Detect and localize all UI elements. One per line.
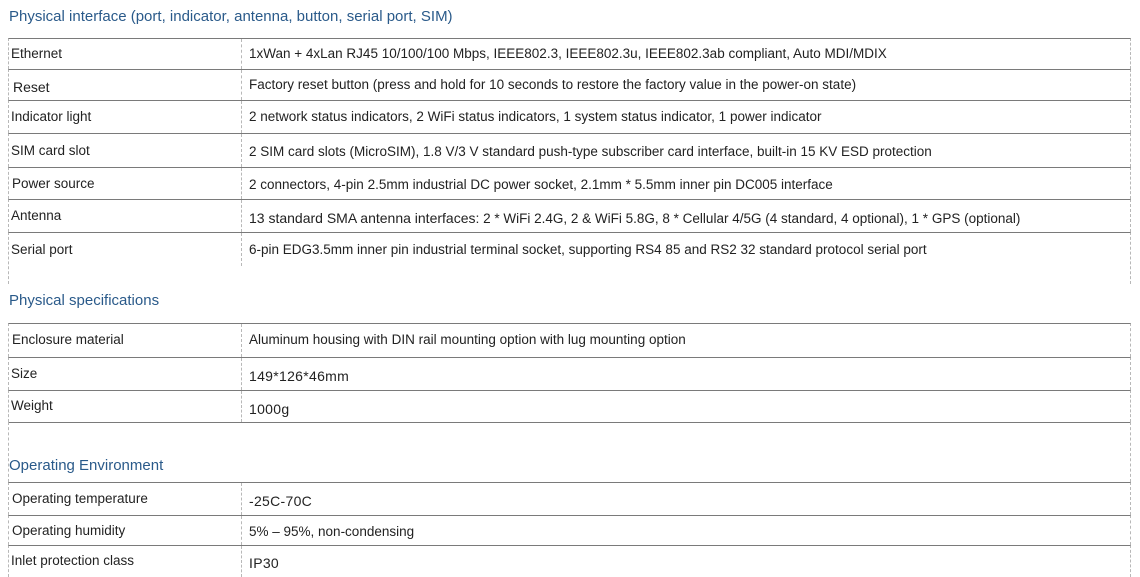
section-title-physical-interface: Physical interface (port, indicator, antenna, button, serial port, SIM) bbox=[9, 8, 453, 25]
spec-row-operating-temperature bbox=[8, 482, 1131, 515]
spec-label: Operating humidity bbox=[12, 523, 126, 538]
spec-label: Operating temperature bbox=[12, 491, 148, 506]
spec-value: 149*126*46mm bbox=[249, 368, 350, 384]
spec-label: SIM card slot bbox=[11, 143, 90, 158]
spec-value-lead: 13 standard SMA antenna interfaces: bbox=[249, 210, 480, 226]
column-divider bbox=[241, 134, 242, 167]
spec-row-inlet-protection-class bbox=[8, 545, 1131, 577]
spec-label: Serial port bbox=[11, 242, 73, 257]
spec-row-antenna bbox=[8, 199, 1131, 232]
column-divider bbox=[241, 483, 242, 515]
spec-row-power-source bbox=[8, 167, 1131, 199]
column-divider bbox=[241, 391, 242, 422]
spec-label: Weight bbox=[11, 398, 53, 413]
spec-row-serial-port bbox=[8, 232, 1131, 284]
spec-value: -25C-70C bbox=[249, 493, 313, 509]
spec-value: 2 connectors, 4-pin 2.5mm industrial DC power socket, 2.1mm * 5.5mm inner pin DC005 interface bbox=[249, 177, 833, 192]
spec-value: Aluminum housing with DIN rail mounting option with lug mounting option bbox=[249, 332, 686, 347]
spec-label: Antenna bbox=[11, 208, 62, 223]
table-edge bbox=[1130, 422, 1131, 482]
spec-value: 2 network status indicators, 2 WiFi status indicators, 1 system status indicator, 1 power indicator bbox=[249, 109, 822, 124]
spec-row-weight bbox=[8, 390, 1131, 422]
spec-value: 2 SIM card slots (MicroSIM), 1.8 V/3 V standard push-type subscriber card interface, built-in 15 KV ESD protection bbox=[249, 144, 932, 159]
spec-row-size bbox=[8, 357, 1131, 390]
table-divider bbox=[8, 422, 1131, 423]
spec-value-group bbox=[249, 210, 1020, 226]
spec-label: Inlet protection class bbox=[11, 553, 135, 568]
column-divider bbox=[241, 546, 242, 577]
spec-value: 5% – 95%, non-condensing bbox=[249, 524, 415, 539]
section-title-operating-environment: Operating Environment bbox=[9, 457, 164, 474]
spec-value: 6-pin EDG3.5mm inner pin industrial terminal socket, supporting RS4 85 and RS2 32 standard protocol serial port bbox=[249, 242, 927, 257]
column-divider bbox=[241, 233, 242, 266]
spec-value: 2 * WiFi 2.4G, 2 & WiFi 5.8G, 8 * Cellular 4/5G (4 standard, 4 optional), 1 * GPS (optional) bbox=[479, 211, 1021, 226]
spec-row-operating-humidity bbox=[8, 515, 1131, 545]
spec-row-reset bbox=[8, 69, 1131, 100]
column-divider bbox=[241, 516, 242, 545]
spec-row-ethernet bbox=[8, 38, 1131, 69]
column-divider bbox=[241, 101, 242, 133]
spec-value: Factory reset button (press and hold for 10 seconds to restore the factory value in the power-on state) bbox=[249, 77, 857, 92]
spec-row-sim-card-slot bbox=[8, 133, 1131, 167]
spec-label: Enclosure material bbox=[12, 332, 124, 347]
spec-label: Power source bbox=[12, 176, 95, 191]
column-divider bbox=[241, 70, 242, 100]
spec-row-enclosure-material bbox=[8, 323, 1131, 357]
spec-row-indicator-light bbox=[8, 100, 1131, 133]
spec-label: Reset bbox=[13, 79, 50, 95]
column-divider bbox=[241, 168, 242, 199]
section-title-physical-specifications: Physical specifications bbox=[9, 292, 160, 309]
column-divider bbox=[241, 358, 242, 390]
spec-value: IP30 bbox=[249, 555, 279, 571]
spec-label: Size bbox=[11, 366, 38, 381]
column-divider bbox=[241, 200, 242, 232]
spec-value: 1xWan + 4xLan RJ45 10/100/100 Mbps, IEEE802.3, IEEE802.3u, IEEE802.3ab compliant, Auto MDI/MDIX bbox=[249, 46, 887, 61]
spec-value: 1000g bbox=[249, 401, 290, 417]
column-divider bbox=[241, 324, 242, 357]
column-divider bbox=[241, 39, 242, 69]
spec-label: Ethernet bbox=[11, 46, 63, 61]
spec-label: Indicator light bbox=[11, 109, 92, 124]
